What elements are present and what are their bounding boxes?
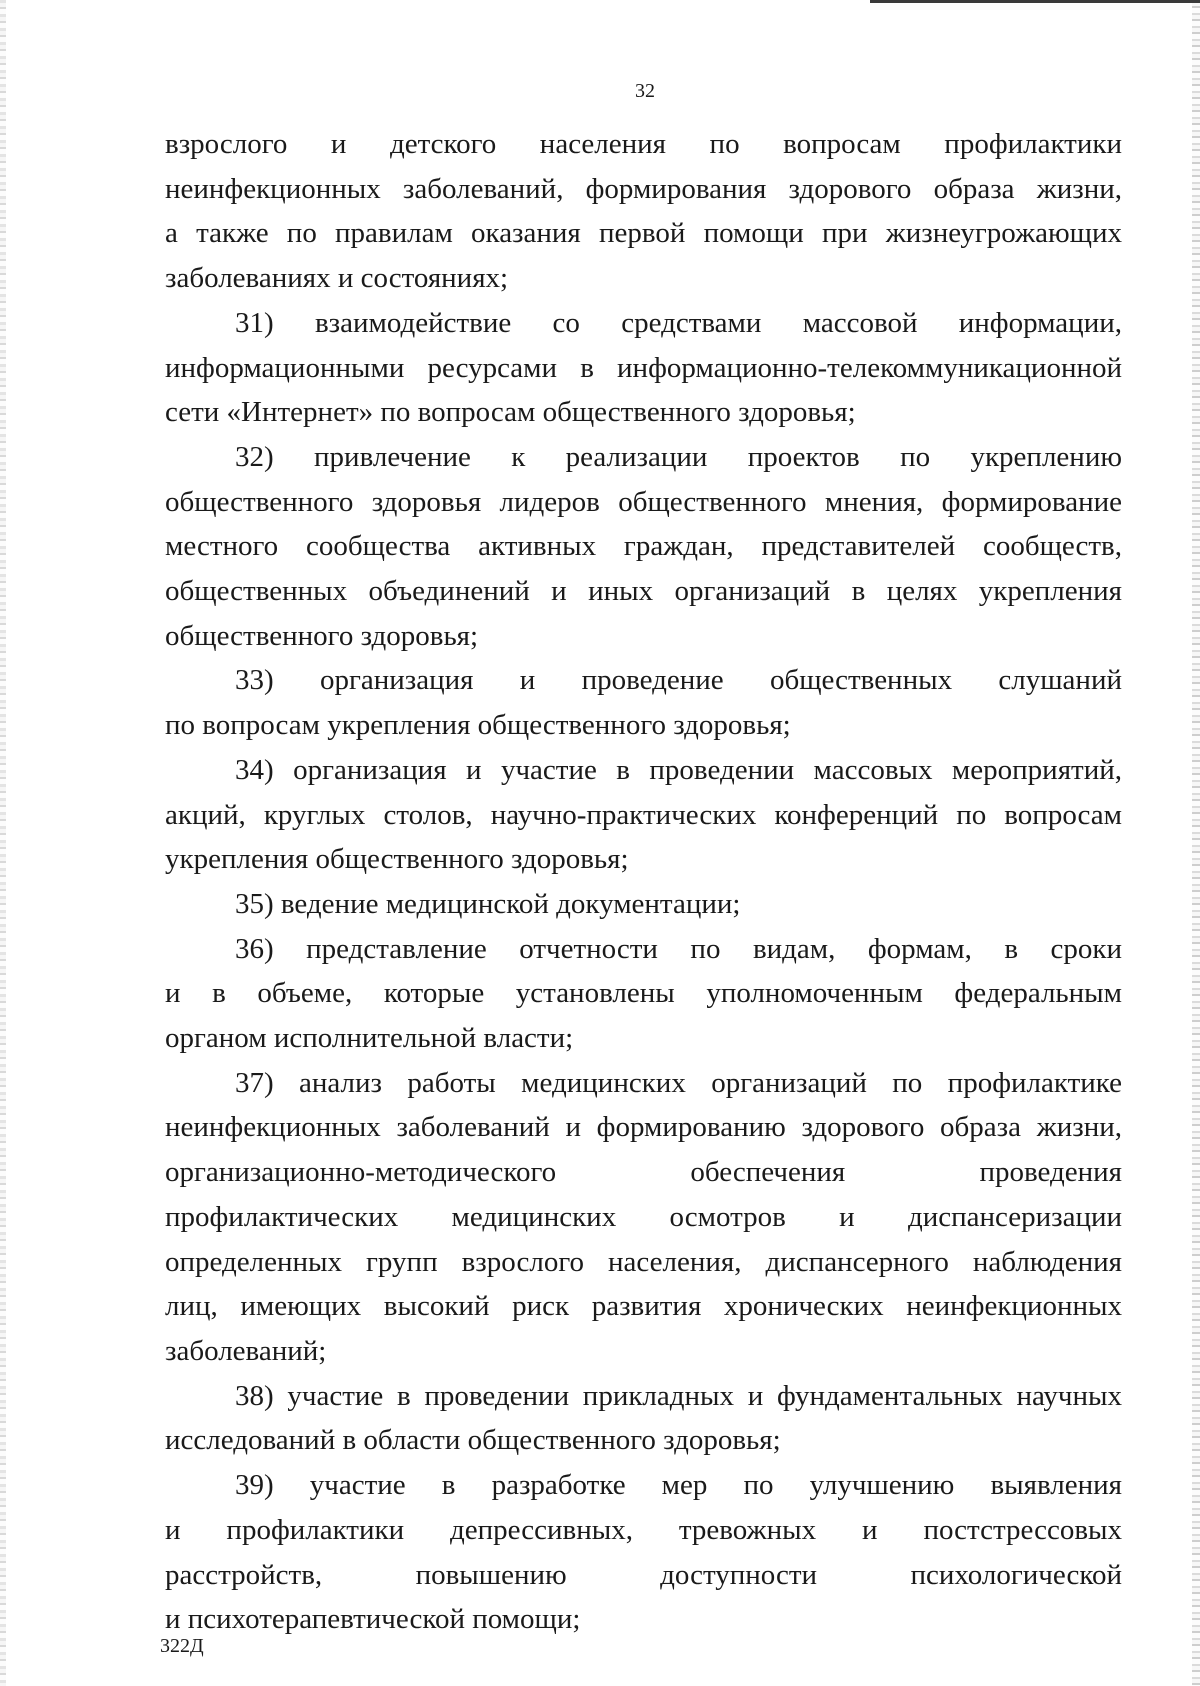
scan-top-line <box>870 0 1200 3</box>
text-line: и психотерапевтической помощи; <box>165 1603 581 1636</box>
text-line: а также по правилам оказания первой помощи при жизнеугрожающих <box>165 217 1122 250</box>
paragraph-start-line: 34) организация и участие в проведении массовых мероприятий, <box>235 753 1122 786</box>
text-line: органом исполнительной власти; <box>165 1022 574 1055</box>
text-line: неинфекционных заболеваний и формированию здорового образа жизни, <box>165 1111 1122 1144</box>
text-line: информационными ресурсами в информационно-телекоммуникационной <box>165 351 1122 384</box>
paragraph-start-line: 39) участие в разработке мер по улучшению выявления <box>235 1469 1122 1502</box>
text-line: исследований в области общественного здоровья; <box>165 1424 781 1457</box>
text-line: и профилактики депрессивных, тревожных и постстрессовых <box>165 1513 1122 1546</box>
paragraph-start-line: 36) представление отчетности по видам, формам, в сроки <box>235 932 1122 965</box>
paragraph-start-line: 32) привлечение к реализации проектов по укреплению <box>235 440 1122 473</box>
text-line: сети «Интернет» по вопросам общественного здоровья; <box>165 396 856 429</box>
text-line: расстройств, повышению доступности психологической <box>165 1558 1122 1591</box>
text-line: и в объеме, которые установлены уполномоченным федеральным <box>165 977 1122 1010</box>
text-line: лиц, имеющих высокий риск развития хронических неинфекционных <box>165 1290 1122 1323</box>
text-line: заболеваниях и состояниях; <box>165 262 509 295</box>
scan-edge-right <box>1192 0 1200 1686</box>
text-line: взрослого и детского населения по вопросам профилактики <box>165 128 1122 160</box>
paragraph-start-line: 31) взаимодействие со средствами массовой информации, <box>235 306 1122 339</box>
text-line: заболеваний; <box>165 1334 327 1367</box>
text-line: неинфекционных заболеваний, формирования здорового образа жизни, <box>165 172 1122 205</box>
text-line: местного сообщества активных граждан, представителей сообществ, <box>165 530 1122 563</box>
paragraph-start-line: 37) анализ работы медицинских организаций по профилактике <box>235 1066 1122 1099</box>
text-line: укрепления общественного здоровья; <box>165 843 629 876</box>
document-body <box>165 122 1122 1642</box>
text-line: организационно-методического обеспечения проведения <box>165 1156 1122 1189</box>
text-line: общественных объединений и иных организаций в целях укрепления <box>165 575 1122 608</box>
paragraph-start-line: 38) участие в проведении прикладных и фундаментальных научных <box>235 1379 1122 1412</box>
text-line: определенных групп взрослого населения, диспансерного наблюдения <box>165 1245 1122 1278</box>
paragraph-start-line: 35) ведение медицинской документации; <box>235 887 741 920</box>
text-line: акций, круглых столов, научно-практических конференций по вопросам <box>165 798 1122 831</box>
paragraph-start-line: 33) организация и проведение общественных слушаний <box>235 664 1122 697</box>
text-line: по вопросам укрепления общественного здоровья; <box>165 709 791 742</box>
scan-edge-left <box>0 0 6 1686</box>
page-number: 32 <box>635 80 655 102</box>
document-code: 322Д <box>160 1635 204 1657</box>
text-line: профилактических медицинских осмотров и диспансеризации <box>165 1200 1122 1233</box>
text-line: общественного здоровья лидеров общественного мнения, формирование <box>165 485 1122 518</box>
text-line: общественного здоровья; <box>165 619 479 652</box>
